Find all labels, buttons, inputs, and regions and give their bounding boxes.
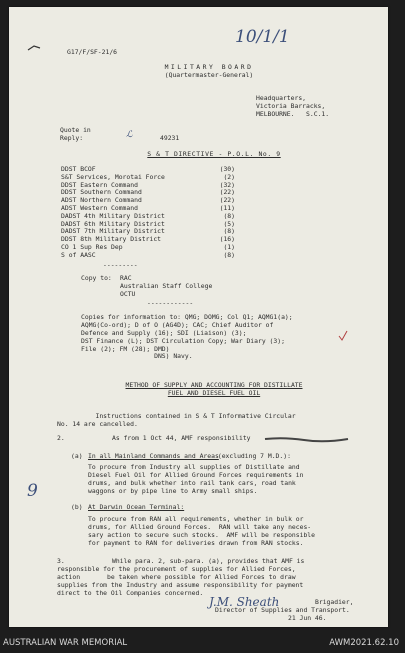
quote-label: Quote in Reply:: [60, 126, 91, 142]
signature-date: 21 Jun 46.: [288, 614, 327, 622]
document-page: [9, 7, 388, 627]
distribution-recipient: DDST Southern Command: [61, 188, 142, 197]
subject-line: METHOD OF SUPPLY AND ACCOUNTING FOR DISTILLATE: [125, 381, 303, 389]
sub-para-b-line: for payment to RAN for deliveries drawn from RAN stocks.: [88, 539, 304, 547]
paragraph-1-line: No. 14 are cancelled.: [57, 420, 138, 428]
organisation-title: MILITARY BOARD: [164, 63, 254, 71]
paragraph-2-number: 2.: [57, 434, 65, 442]
subject-line: FUEL AND DIESEL FUEL OIL: [167, 389, 261, 397]
address-line: MELBOURNE. S.C.1.: [256, 110, 330, 118]
paragraph-3-line: While para. 2, sub-para. (a), provides that AMF is: [112, 557, 305, 565]
sub-para-b-line: sary action to secure such stocks. AMF will be responsible: [88, 531, 316, 539]
paragraph-2-text: As from 1 Oct 44, AMF responsibility: [112, 434, 251, 442]
paragraph-3-number: 3.: [57, 557, 65, 565]
paragraph-3-line: action be taken where possible for Allied Forces to draw: [57, 573, 296, 581]
sub-para-b-line: To procure from RAN all requirements, whether in bulk or: [88, 515, 304, 523]
directive-title: S & T DIRECTIVE - P.O.L. No. 9: [147, 150, 281, 158]
paragraph-1-line: Instructions contained in S & T Informative Circular: [57, 412, 296, 420]
copies-info-line: DST Finance (L); DST Circulation Copy; War Diary (3);: [81, 337, 285, 345]
copy-to-label: Copy to:: [81, 274, 112, 282]
quote-handwritten-mark: ℒ: [126, 130, 133, 140]
strikethrough-mark-icon: [264, 436, 349, 443]
distribution-recipient: S&T Services, Morotai Force: [61, 172, 165, 181]
address-line: Victoria Barracks,: [256, 102, 326, 110]
footer-institution: AUSTRALIAN WAR MEMORIAL: [3, 638, 128, 648]
copy-to-dashes: ------------: [147, 299, 194, 307]
copy-to-line: RAC: [120, 274, 132, 282]
sub-para-a-line: drums, and bulk whether into rail tank cars, road tank: [88, 479, 296, 487]
distribution-copies: (16): [219, 235, 235, 244]
distribution-recipient: CO 1 Sup Res Dep: [61, 242, 123, 251]
sub-para-a-heading-tail: (excluding 7 M.D.):: [214, 452, 291, 460]
organisation-subtitle: (Quartermaster-General): [164, 71, 254, 79]
archive-footer: [0, 634, 405, 653]
paragraph-3-line: responsible for the procurement of supplies for Allied Forces,: [57, 565, 296, 573]
distribution-recipient: DADST 7th Military District: [61, 227, 165, 236]
distribution-recipient: DADST 6th Military District: [61, 219, 165, 228]
signature-rank: Brigadier,: [315, 598, 354, 606]
paragraph-3-line: supplies from the Industry and assume responsibility for payment: [57, 581, 304, 589]
sub-para-a-heading: In all Mainland Commands and Areas: [88, 452, 219, 460]
handwritten-date: 10/1/1: [235, 27, 290, 47]
distribution-copies: (22): [219, 188, 235, 197]
distribution-copies: (11): [219, 203, 235, 212]
distribution-recipient: DADST 4th Military District: [61, 211, 165, 220]
distribution-copies: (8): [223, 227, 235, 236]
distribution-copies: (30): [219, 165, 235, 173]
signature-handwriting: J.M. Sheath: [209, 595, 280, 609]
distribution-copies: (5): [223, 219, 235, 228]
check-mark-icon: [337, 330, 349, 342]
sub-para-a-label: (a): [71, 452, 83, 460]
distribution-copies: (8): [223, 211, 235, 220]
copies-info-line: AQMG(Co-ord); D of O (AG4D); CAC; Chief Auditor of: [81, 321, 274, 329]
quote-number: 49231: [160, 134, 180, 142]
copies-info-line: DNS) Navy.: [81, 352, 193, 360]
copy-to-line: OCTU: [120, 290, 136, 298]
distribution-copies: (8): [223, 250, 235, 259]
copies-info-line: Copies for information to: QMG; DOMG; Col Q1; AQMG1(a);: [81, 313, 293, 321]
copies-info-line: File (2); FM (28); DMD): [81, 345, 170, 353]
signature-title: Director of Supplies and Transport.: [215, 606, 350, 614]
distribution-list: [61, 166, 235, 260]
distribution-recipient: DDST 8th Military District: [61, 235, 162, 244]
margin-handwritten-mark: 9: [27, 481, 38, 501]
distribution-recipient: ADST Western Command: [61, 203, 138, 212]
sub-para-b-heading: At Darwin Ocean Terminal:: [88, 503, 185, 511]
sub-para-a-line: Diesel Fuel Oil for Allied Ground Forces requirements in: [88, 471, 304, 479]
distribution-copies: (32): [219, 180, 235, 189]
distribution-dash-line: ---------: [103, 261, 138, 269]
paragraph-3-line: direct to the Oil Companies concerned.: [57, 589, 204, 597]
copies-info-line: Defence and Supply (16); SDI (Liaison) (3);: [81, 329, 247, 337]
distribution-recipient: S of AASC: [61, 250, 96, 259]
footer-accession-number: AWM2021.62.10: [329, 638, 399, 648]
file-reference: G17/F/SF-21/6: [67, 48, 118, 56]
sub-para-b-line: drums, for Allied Ground Forces. RAN will take any neces-: [88, 523, 312, 531]
distribution-copies: (2): [223, 172, 235, 181]
distribution-copies: (1): [223, 242, 235, 251]
distribution-recipient: DDST Eastern Command: [61, 180, 138, 189]
distribution-copies: (22): [219, 196, 235, 205]
distribution-recipient: DDST BCOF: [61, 165, 96, 173]
distribution-recipient: ADST Northern Command: [61, 196, 142, 205]
pen-mark-icon: [27, 44, 41, 52]
copy-to-line: Australian Staff College: [120, 282, 213, 290]
address-line: Headquarters,: [256, 94, 307, 102]
sub-para-a-line: waggons or by pipe line to Army small ships.: [88, 487, 258, 495]
distribution-row: [61, 252, 235, 260]
sub-para-a-line: To procure from Industry all supplies of Distillate and: [88, 463, 300, 471]
sub-para-b-label: (b): [71, 503, 83, 511]
